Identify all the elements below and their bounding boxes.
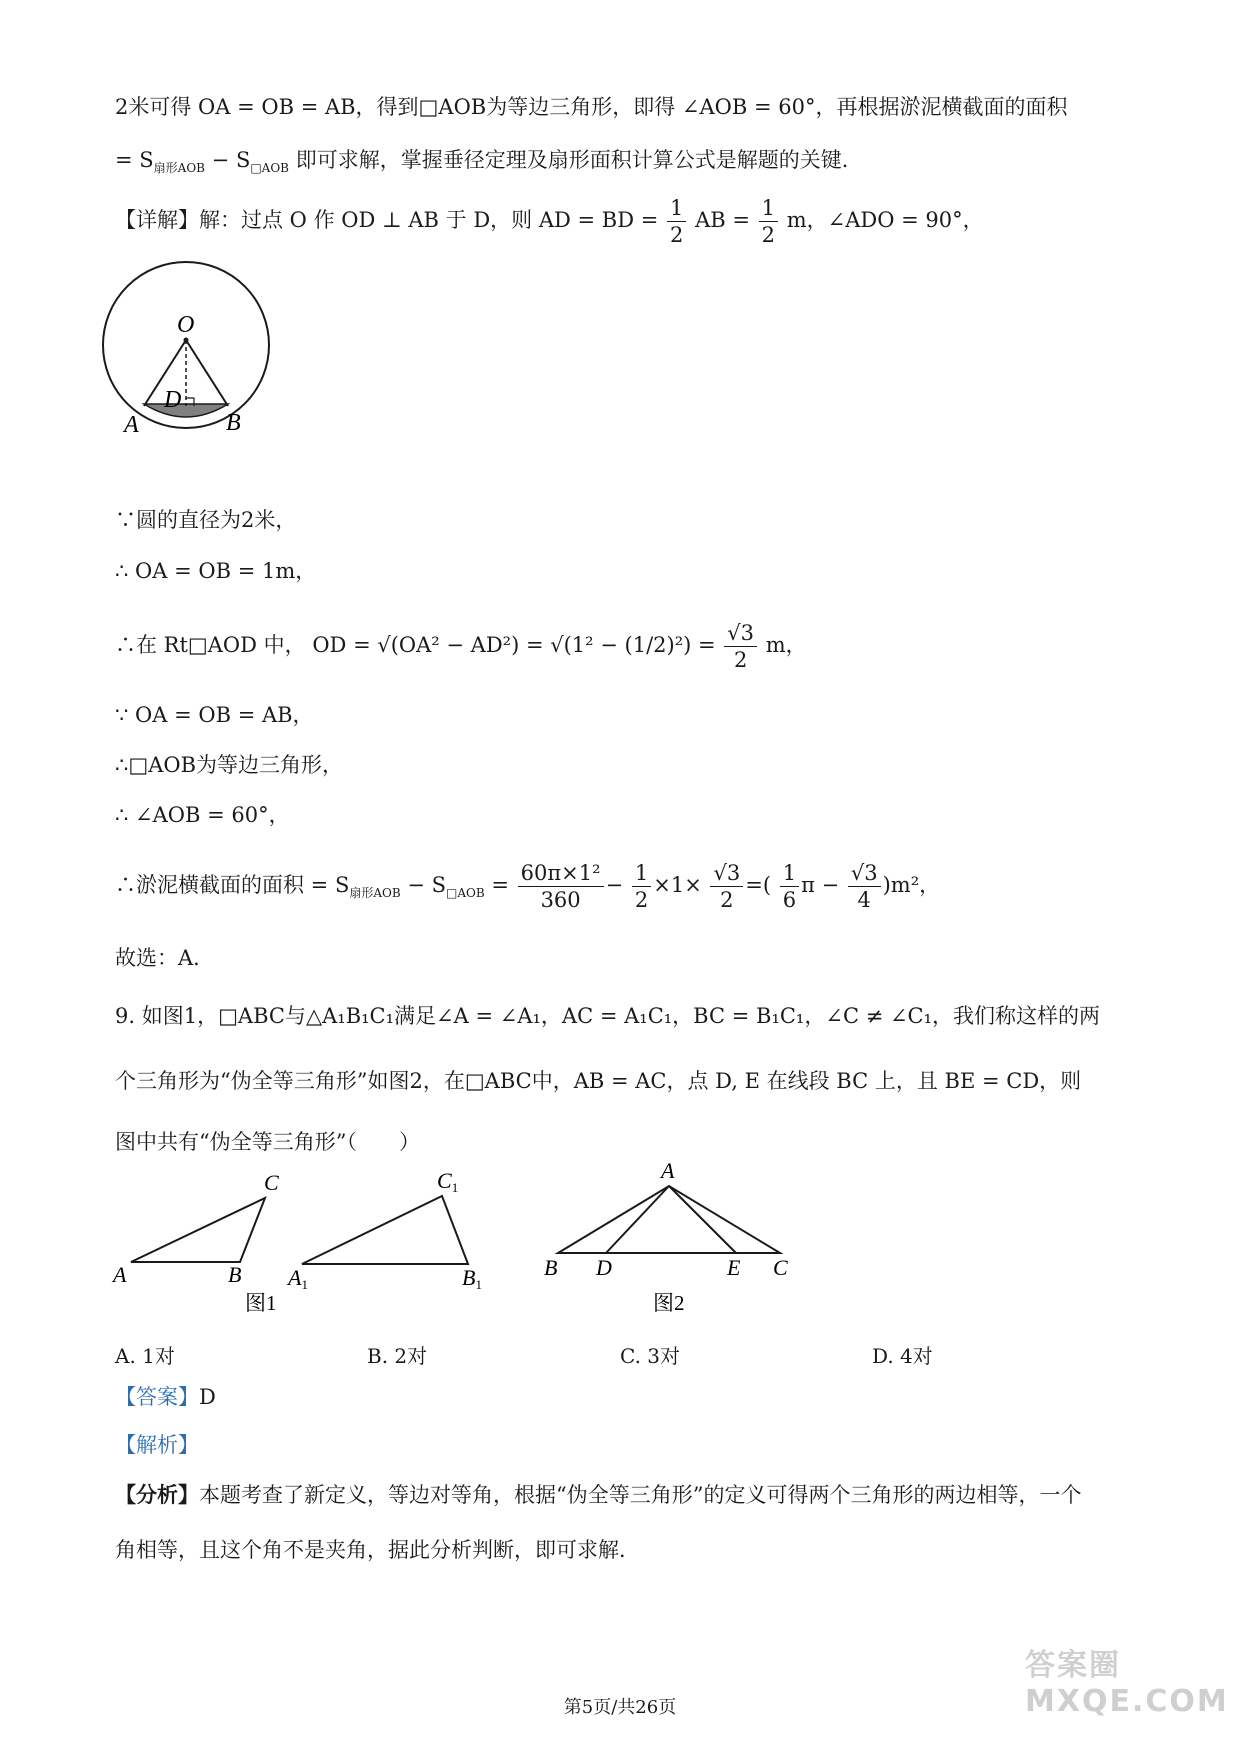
text: − S xyxy=(205,148,251,172)
text: − xyxy=(605,873,624,897)
numerator: 1 xyxy=(759,195,778,222)
step-1: ∵圆的直径为2米， xyxy=(115,508,297,532)
label-D: D xyxy=(596,1255,612,1280)
label-A1: A1 xyxy=(288,1265,308,1292)
step-6: ∴ ∠AOB = 60°， xyxy=(115,803,290,827)
denominator: 6 xyxy=(782,888,797,912)
text: ×1× xyxy=(653,873,702,897)
segment-OB xyxy=(186,340,228,406)
fraction xyxy=(710,860,743,913)
label-C1: C1 xyxy=(437,1168,459,1195)
denominator: 2 xyxy=(761,223,776,247)
fraction xyxy=(518,860,604,913)
text: 即可求解，掌握垂径定理及扇形面积计算公式是解题的关键． xyxy=(289,148,863,172)
text: − S xyxy=(400,873,447,897)
text: π − xyxy=(801,873,840,897)
fraction xyxy=(632,860,651,913)
watermark: 答案圈 MXQE.COM xyxy=(1025,1648,1229,1719)
numerator: 1 xyxy=(780,860,799,887)
answer-label: 【答案】 xyxy=(115,1385,199,1409)
caption-fig2: 图2 xyxy=(653,1291,685,1315)
caption-fig1: 图1 xyxy=(245,1291,277,1315)
numerator: √3 xyxy=(848,860,881,887)
triangle-A1B1C1 xyxy=(302,1196,468,1264)
q9-line-1: 9. 如图1，□ABC与△A₁B₁C₁满足∠A = ∠A₁，AC = A₁C₁，BC = B₁C₁，∠C ≠ ∠C₁，我们称这样的两 xyxy=(115,1004,1101,1028)
detail-line xyxy=(115,195,984,248)
analysis-label: 【解析】 xyxy=(115,1433,199,1457)
choice-a[interactable]: A. 1对 xyxy=(115,1344,175,1368)
solution-line-1: 2米可得 OA = OB = AB，得到□AOB为等边三角形，即得 ∠AOB = 60°，再根据淤泥横截面的面积 xyxy=(115,95,1068,119)
step-7 xyxy=(115,860,940,913)
circle-figure xyxy=(100,250,300,490)
page-footer: 第5页/共26页 xyxy=(563,1697,677,1718)
numerator: 1 xyxy=(667,195,686,222)
segment-AD xyxy=(606,1186,669,1253)
text: ∴在 Rt□AOD 中， OD = √(OA² − AD²) = √(1² − (1/2)²) = xyxy=(115,633,716,657)
numerator: √3 xyxy=(724,620,757,647)
label-C: C xyxy=(773,1255,788,1280)
denominator: 2 xyxy=(733,648,748,672)
denominator: 2 xyxy=(634,888,649,912)
denominator: 2 xyxy=(670,223,684,247)
numerator: 60π×1² xyxy=(518,860,604,887)
subscript: 扇形AOB xyxy=(153,161,205,175)
figure-1 xyxy=(105,1160,505,1320)
text: ∴淤泥横截面的面积 = S xyxy=(115,873,350,897)
denominator: 4 xyxy=(857,888,871,912)
text: AB = xyxy=(695,208,750,232)
text: = S xyxy=(115,148,154,172)
analysis-tag: 【分析】 xyxy=(115,1482,199,1507)
analysis-line-2: 角相等，且这个角不是夹角，据此分析判断，即可求解． xyxy=(115,1538,640,1562)
choice-d[interactable]: D. 4对 xyxy=(872,1344,933,1368)
text: )m²， xyxy=(882,873,941,897)
figure-2 xyxy=(540,1160,810,1320)
point-O xyxy=(184,338,189,343)
step-2: ∴ OA = OB = 1m， xyxy=(115,559,317,583)
fraction-half-2 xyxy=(759,195,778,248)
step-3 xyxy=(115,620,807,673)
label-A: A xyxy=(113,1262,127,1287)
q9-line-3: 图中共有“伪全等三角形”（ ） xyxy=(115,1130,420,1154)
text: m， xyxy=(765,633,807,657)
step-4: ∵ OA = OB = AB， xyxy=(115,703,314,727)
step-5: ∴□AOB为等边三角形， xyxy=(115,753,344,777)
q9-line-2: 个三角形为“伪全等三角形”如图2，在□ABC中，AB = AC，点 D, E 在线段 BC 上，且 BE = CD，则 xyxy=(115,1069,1082,1093)
label-C: C xyxy=(264,1170,279,1195)
label-O: O xyxy=(177,312,195,338)
fraction xyxy=(780,860,799,913)
answer-row xyxy=(115,1382,216,1412)
triangle-ABC xyxy=(558,1186,780,1253)
solution-line-2 xyxy=(115,145,863,183)
label-B: B xyxy=(544,1255,558,1280)
answer-value: D xyxy=(199,1385,216,1409)
label-E: E xyxy=(727,1255,741,1280)
fraction-sqrt3-over-2 xyxy=(724,620,757,673)
denominator: 360 xyxy=(540,888,581,912)
label-B1: B1 xyxy=(462,1265,482,1292)
numerator: √3 xyxy=(710,860,743,887)
text: m，∠ADO = 90°， xyxy=(786,208,984,232)
subscript: 扇形AOB xyxy=(349,886,401,900)
label-A: A xyxy=(661,1160,675,1183)
choice-c[interactable]: C. 3对 xyxy=(620,1344,681,1368)
label-D: D xyxy=(164,387,182,413)
text: =( xyxy=(745,873,772,897)
label-B: B xyxy=(226,410,241,436)
numerator: 1 xyxy=(632,860,651,887)
subscript: □AOB xyxy=(446,886,485,900)
text: = xyxy=(484,873,509,897)
answer-choice-line: 故选：A． xyxy=(115,946,215,970)
denominator: 2 xyxy=(720,888,734,912)
triangle-ABC xyxy=(131,1198,265,1262)
fraction-half-1 xyxy=(667,195,686,248)
analysis-line-1 xyxy=(115,1480,1081,1510)
label-B: B xyxy=(228,1262,242,1287)
fraction xyxy=(848,860,881,913)
choice-b[interactable]: B. 2对 xyxy=(367,1344,428,1368)
subscript: □AOB xyxy=(250,161,290,175)
text: 本题考查了新定义，等边对等角，根据“伪全等三角形”的定义可得两个三角形的两边相等，一个 xyxy=(199,1483,1082,1507)
label-A: A xyxy=(124,412,139,438)
text: 【详解】解：过点 O 作 OD ⊥ AB 于 D，则 AD = BD = xyxy=(115,208,659,232)
